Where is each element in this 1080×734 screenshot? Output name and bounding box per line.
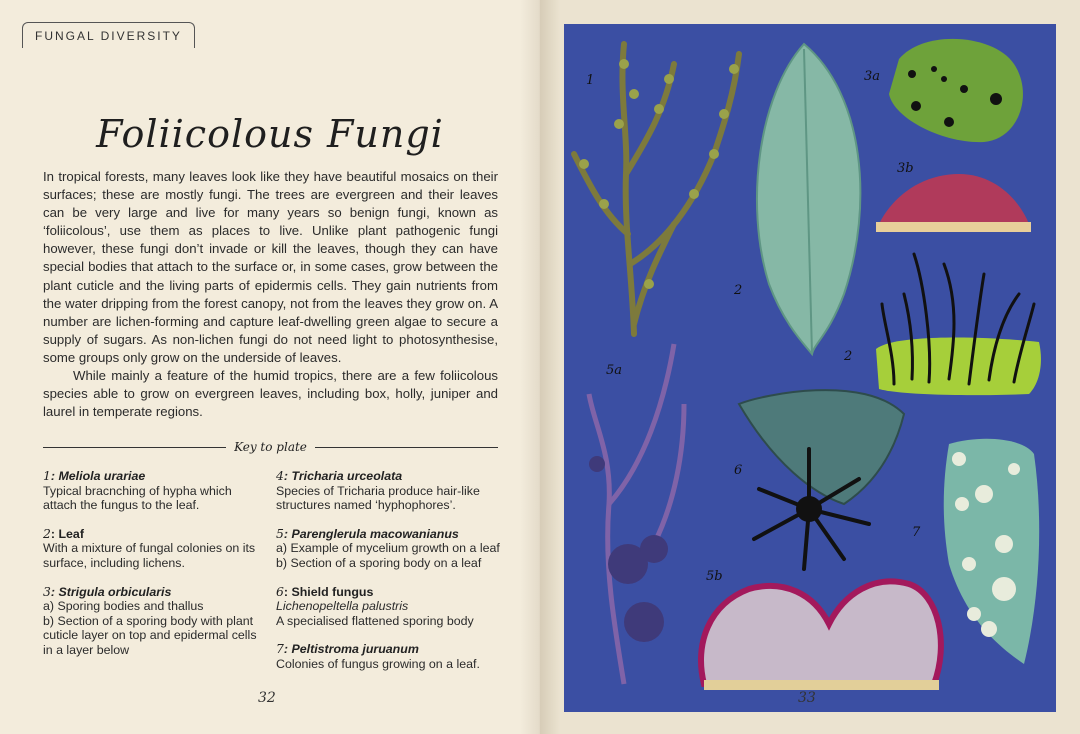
key-number: 6 <box>276 583 284 599</box>
plate-label-6: 6 <box>734 463 743 478</box>
key-column-left <box>43 469 263 672</box>
key-desc: a) Example of mycelium growth on a leaf <box>276 541 500 556</box>
plate-label-7: 7 <box>912 525 921 540</box>
plate-label-3a: 3a <box>864 69 881 84</box>
section-tab-rule <box>22 44 179 45</box>
key-number: 7 <box>276 641 284 657</box>
key-colon: : <box>283 642 292 657</box>
sporing-spheres <box>589 456 668 642</box>
key-column-right <box>276 469 501 686</box>
key-number: 1 <box>43 468 51 483</box>
plate-illustration <box>564 24 1056 712</box>
section-tab: FUNGAL DIVERSITY <box>22 22 195 48</box>
key-desc: Species of Tricharia produce hair-like structures named ‘hyphophores’. <box>276 483 480 513</box>
key-name: Tricharia urceolata <box>291 469 403 483</box>
key-desc: a) Sporing bodies and thallus <box>43 599 204 614</box>
key-entry <box>276 527 501 571</box>
key-name: Shield fungus <box>291 584 374 599</box>
key-entry <box>43 469 263 513</box>
key-number: 2 <box>43 525 51 541</box>
key-name: Parenglerula macowanianus <box>291 526 459 541</box>
key-colon: : <box>283 469 292 483</box>
illustration-plate <box>564 24 1056 712</box>
key-desc: Typical bracnching of hypha which attach the fungus to the leaf. <box>43 483 232 513</box>
key-latin-name: Lichenopeltella palustris <box>276 599 409 614</box>
key-entry <box>276 469 501 513</box>
key-entry <box>276 585 501 629</box>
page-title: Foliicolous Fungi <box>96 112 444 156</box>
key-number: 5 <box>276 525 284 541</box>
key-number: 4 <box>276 468 284 483</box>
key-desc: Colonies of fungus growing on a leaf. <box>276 656 480 671</box>
hyphophores-illustration <box>876 254 1041 395</box>
key-heading-row <box>43 440 498 456</box>
thallus-illustration <box>889 39 1023 142</box>
leaf-illustration <box>757 44 860 354</box>
key-desc: With a mixture of fungal colonies on its surface, including lichens. <box>43 541 256 570</box>
key-entry <box>43 527 263 571</box>
sporing-body-section-illustration <box>701 581 941 690</box>
key-name: Strigula orbicularis <box>58 584 172 599</box>
sporing-section-illustration <box>876 174 1031 232</box>
paragraph-1: In tropical forests, many leaves look like they have beautiful mosaics on their surfaces; these are mostly fungi. The trees are evergreen and their leaves can be very large and live for many years so benign fungi, known as ‘foliicolous’, use them as places to live. Unlike plant pathogenic fungi however, these fungi don’t invade or kill the leaves, though they can have special bodies that attach to the surface or, in some cases, grow between the plant cuticle and the living parts of epidermis cells. They gain nutrients from the water dripping from the forest canopy, not from the leaves they grow on. A number are lichen-forming and capture leaf-dwelling green algae to secure a supply of sugars. As non-lichen fungi do not need light to photosynthesise, some groups only grow on the underside of leaves. <box>43 169 498 365</box>
plate-label-5b: 5b <box>706 569 723 584</box>
plate-label-1: 1 <box>586 73 595 88</box>
key-colon: : <box>50 526 59 541</box>
plate-label-3b: 3b <box>897 161 914 176</box>
body-text <box>43 168 498 421</box>
key-desc: b) Section of a sporing body on a leaf <box>276 555 482 570</box>
hypha-branch-illustration <box>574 44 739 334</box>
key-name: Meliola urariae <box>58 469 146 483</box>
key-entry <box>276 642 501 671</box>
plate-label-2b: 2 <box>844 349 853 364</box>
key-name: Leaf <box>58 526 84 541</box>
key-desc: A specialised flattened sporing body <box>276 613 474 628</box>
key-colon: : <box>283 584 292 599</box>
shield-fungus-illustration <box>739 390 904 569</box>
key-colon: : <box>50 469 59 483</box>
page-number-left: 32 <box>258 690 276 706</box>
key-number: 3 <box>43 583 51 599</box>
plate-label-2a: 2 <box>734 283 743 298</box>
key-entry <box>43 585 263 658</box>
key-colon: : <box>283 526 292 541</box>
key-desc: b) Section of a sporing body with plant cuticle layer on top and epidermal cells in a layer below <box>43 613 257 657</box>
key-colon: : <box>50 584 59 599</box>
key-name: Peltistroma juruanum <box>291 642 419 657</box>
plate-label-5a: 5a <box>606 363 623 378</box>
page-number-right: 33 <box>798 690 816 706</box>
paragraph-2: While mainly a feature of the humid tropics, there are a few foliicolous species able to grow on evergreen leaves, including box, holly, juniper and laurel in temperate regions. <box>43 368 498 420</box>
key-title: Key to plate <box>226 440 315 454</box>
colony-leaf-illustration <box>944 439 1039 664</box>
